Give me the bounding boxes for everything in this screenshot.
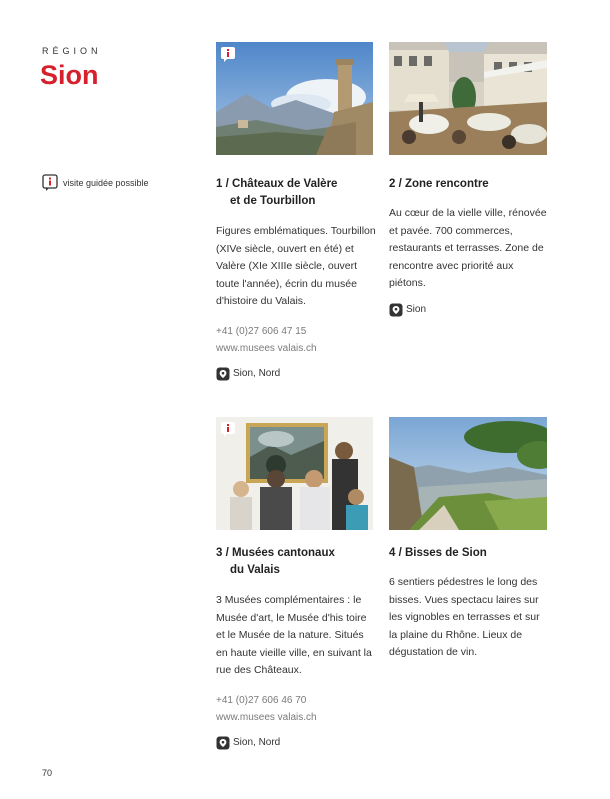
legend <box>42 174 149 192</box>
entry-title <box>216 545 376 579</box>
entry-location <box>216 736 376 750</box>
entry-title-line1: 4 / Bisses de Sion <box>389 547 487 559</box>
entry-musees <box>216 545 376 750</box>
entry-title-line2: et de Tourbillon <box>230 195 316 207</box>
entry-contact <box>216 692 376 726</box>
entry-title-line1: 2 / Zone rencontre <box>389 178 489 190</box>
entry-description: 3 Musées complémentaires : le Musée d'art, le Musée d'his toire et le Musée de la nature. Situés en haute vieille ville, en suivant la rue des Châteaux. <box>216 594 372 676</box>
location-pin-icon <box>389 303 403 317</box>
location-pin-icon <box>216 736 230 750</box>
info-badge-icon <box>221 47 235 63</box>
page-title: Sion <box>40 60 99 90</box>
entry-location-text: Sion, Nord <box>233 368 281 379</box>
entry-chateaux <box>216 176 376 381</box>
info-badge-icon <box>221 422 235 438</box>
entry-bisses <box>389 545 549 662</box>
entry-contact <box>216 323 376 357</box>
entry-description: 6 sentiers pédestres le long des bisses. Vues spectacu laires sur les vignobles en terrasses et sur la plaine du Rhône. Lieux de dégustation de vin. <box>389 576 540 658</box>
entry-location <box>389 303 549 317</box>
page-number: 70 <box>42 768 53 778</box>
entry-location-text: Sion, Nord <box>233 737 281 748</box>
entry-website[interactable]: www.musees valais.ch <box>216 342 317 354</box>
entry-title-line1: 1 / Châteaux de Valère <box>216 178 338 190</box>
location-pin-icon <box>216 367 230 381</box>
entry-title <box>389 176 549 193</box>
entry-title <box>389 545 549 562</box>
region-label: RÉGION <box>42 46 102 56</box>
legend-text: visite guidée possible <box>63 178 149 188</box>
photo-zone-rencontre <box>389 42 547 155</box>
entry-location <box>216 367 376 381</box>
entry-website[interactable]: www.musees valais.ch <box>216 711 317 723</box>
entry-description: Figures emblématiques. Tourbillon (XIVe siècle, ouvert en été) et Valère (XIe XIIIe siècle, ouvert toute l'année), écrin du musée d'histoire du Valais. <box>216 225 376 307</box>
photo-musees <box>216 417 373 530</box>
entry-zone-rencontre <box>389 176 549 317</box>
photo-chateaux <box>216 42 373 155</box>
entry-title <box>216 176 376 210</box>
entry-title-line1: 3 / Musées cantonaux <box>216 547 335 559</box>
entry-location-text: Sion <box>406 304 427 315</box>
entry-title-line2: du Valais <box>230 564 280 576</box>
entry-phone[interactable]: +41 (0)27 606 47 15 <box>216 325 307 337</box>
entry-phone[interactable]: +41 (0)27 606 46 70 <box>216 694 307 706</box>
entry-description: Au cœur de la vielle ville, rénovée et pavée. 700 commerces, restaurants et terrasses. Zone de rencontre avec priorité aux piétons. <box>389 207 547 289</box>
photo-bisses <box>389 417 547 530</box>
info-badge-icon <box>42 174 58 192</box>
